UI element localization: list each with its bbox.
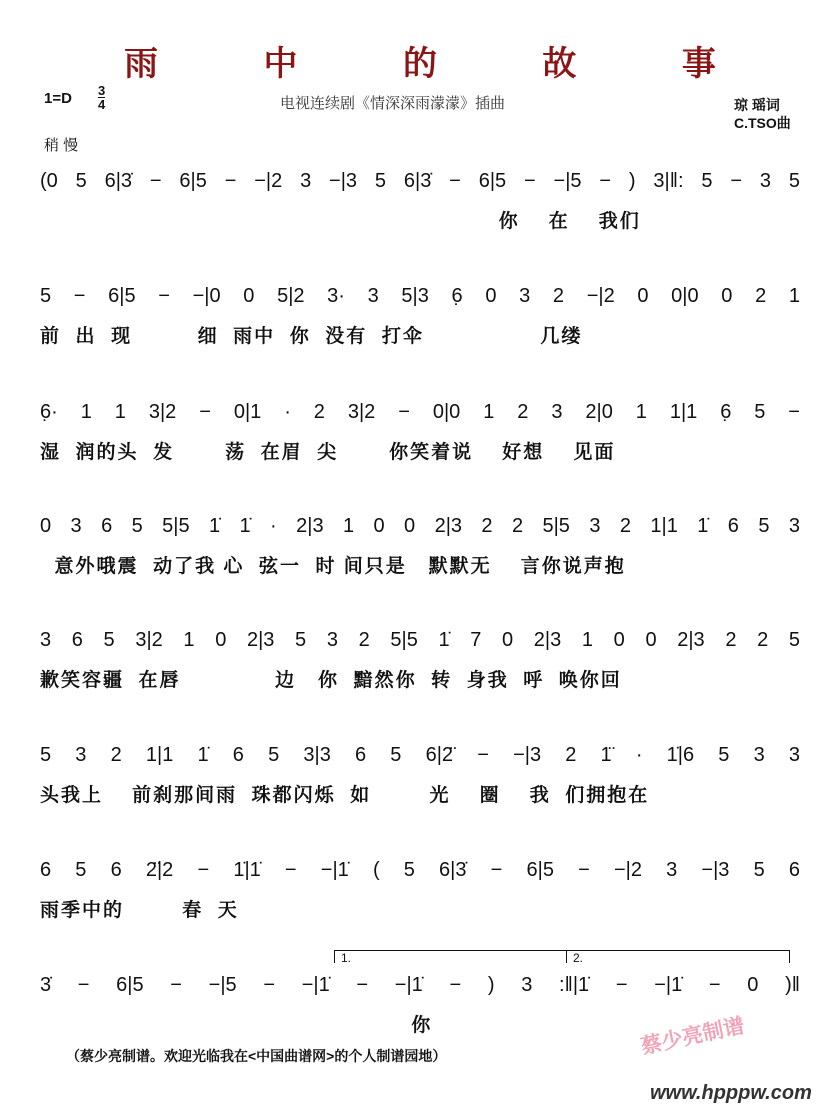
lyrics-line: 头我上 前刹那间雨 珠都闪烁 如 光 圈 我 们拥抱在: [40, 785, 650, 806]
volta-2: 2.: [566, 950, 790, 963]
lyrics-line: 你 在 我们: [40, 211, 641, 232]
song-title: 雨 中 的 故 事: [124, 45, 764, 83]
time-sig-top: 3: [98, 83, 106, 98]
lyrics-line: 湿 润的头 发 荡 在眉 尖 你笑着说 好想 见面: [40, 442, 616, 463]
notation-row: 3̇ − 6|5 − −|5 − −|1̇ − −|1̇ − ) 3 :‖|1̇ − −|1̇ − 0 )‖: [40, 974, 800, 996]
time-signature: [98, 84, 105, 111]
notation-row: 0 3 6 5 5|5 1̇ 1̇ · 2|3 1 0 0 2|3 2 2 5|5 3 2 1|1 1̇ 6 5 3: [40, 515, 800, 537]
credits: [734, 96, 791, 132]
tempo-marking: 稍 慢: [44, 137, 79, 154]
lyricist: 琼 瑶词: [734, 97, 780, 113]
notation-row: 3 6 5 3|2 1 0 2|3 5 3 2 5|5 1̇ 7 0 2|3 1 0 0 2|3 2 2 5: [40, 629, 800, 651]
site-url[interactable]: www.hpppw.com: [650, 1082, 812, 1104]
time-sig-bottom: 4: [98, 97, 106, 112]
notation-row: (0 5 6|3̇ − 6|5 − −|2 3 −|3 5 6|3̇ − 6|5 − −|5 − ) 3|‖: 5 − 3 5: [40, 170, 800, 192]
notation-row: 6̣· 1 1 3|2 − 0|1 · 2 3|2 − 0|0 1 2 3 2|0 1 1|1 6̣ 5 −: [40, 401, 800, 423]
lyrics-line: 意外哦震 动了我 心 弦一 时 间只是 默默无 言你说声抱: [40, 556, 626, 577]
composer: C.TSO曲: [734, 115, 791, 131]
footer-note: （蔡少亮制谱。欢迎光临我在<中国曲谱网>的个人制谱园地）: [66, 1048, 447, 1064]
notation-row: 5 3 2 1|1 1̇ 6 5 3|3 6 5 6|2̈ − −|3 2 1̈ · 1̇|6 5 3 3: [40, 744, 800, 766]
volta-1: 1.: [334, 950, 567, 963]
subtitle: 电视连续剧《情深深雨濛濛》插曲: [280, 95, 506, 112]
lyrics-line: 歉笑容疆 在唇 边 你 黯然你 转 身我 呼 唤你回: [40, 670, 622, 691]
lyrics-line: 前 出 现 细 雨中 你 没有 打伞 几缕: [40, 326, 583, 347]
lyrics-line: 你: [40, 1015, 433, 1036]
lyrics-line: 雨季中的 春 天: [40, 900, 239, 921]
notation-row: 5 − 6|5 − −|0 0 5|2 3· 3 5|3 6̣ 0 3 2 −|2 0 0|0 0 2 1: [40, 285, 800, 307]
watermark: 蔡少亮制谱: [639, 1014, 747, 1059]
key-signature: 1=D: [44, 90, 72, 107]
notation-row: 6 5 6 2̈|2 − 1̇|1̇ − −|1̇ ( 5 6|3̇ − 6|5 − −|2 3 −|3 5 6: [40, 859, 800, 881]
